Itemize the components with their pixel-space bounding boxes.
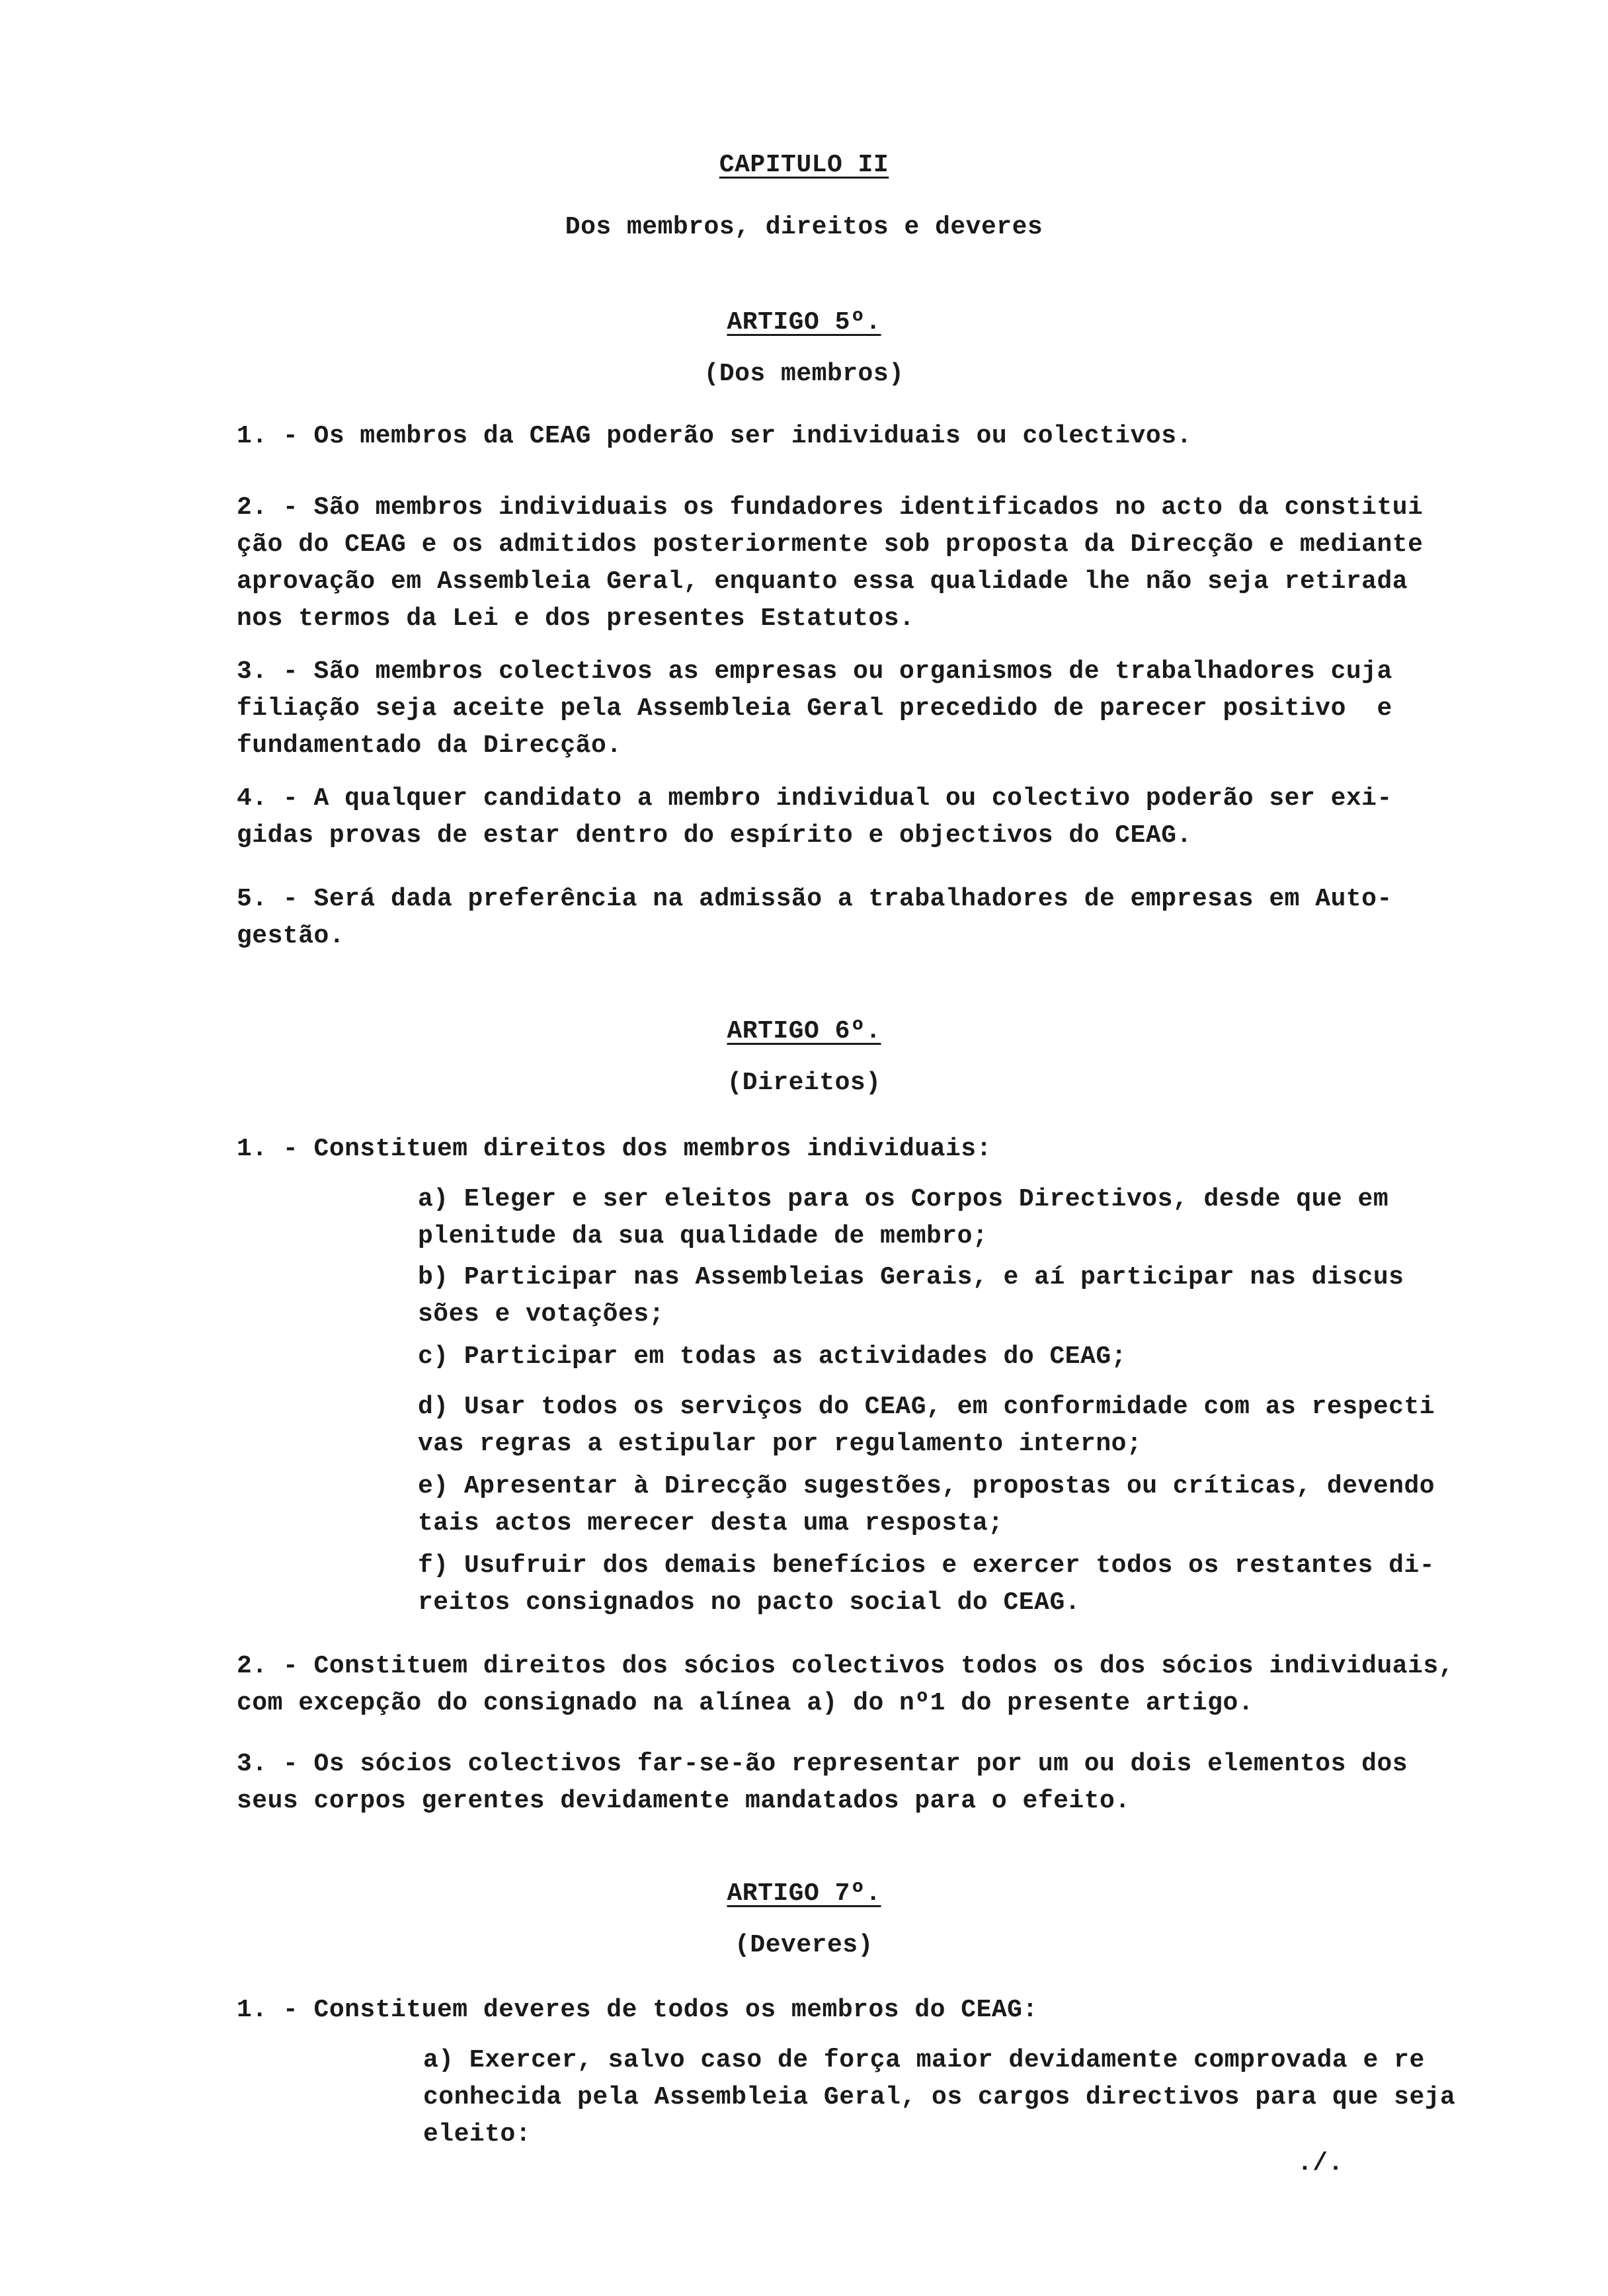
article-5-item-4: 4. - A qualquer candidato a membro individual ou colectivo poderão ser exi- gidas provas de estar dentro do espírito e objectivos do CEAG. xyxy=(237,784,1392,850)
article-6-item-1: 1. - Constituem direitos dos membros individuais: xyxy=(237,1135,992,1163)
article-6-subitem-d: d) Usar todos os serviços do CEAG, em conformidade com as respecti vas regras a estipular por regulamento interno; xyxy=(418,1393,1435,1458)
article-5-item-2: 2. - São membros individuais os fundadores identificados no acto da constitui ção do CEAG e os admitidos posteriormente sob proposta da Direcção e mediante aprovação em Assembleia Geral, enquanto essa qualidade lhe não seja retirada nos termos da Lei e dos presentes Estatutos. xyxy=(237,493,1424,633)
article-5-item-1: 1. - Os membros da CEAG poderão ser individuais ou colectivos. xyxy=(237,422,1192,450)
article-6-item-2: 2. - Constituem direitos dos sócios colectivos todos os dos sócios individuais, com excepção do consignado na alínea a) do nº1 do presente artigo. xyxy=(237,1652,1454,1717)
article-5-item-3: 3. - São membros colectivos as empresas ou organismos de trabalhadores cuja filiação seja aceite pela Assembleia Geral precedido de parecer positivo e fundamentado da Direcção. xyxy=(237,657,1392,760)
article-6-subitem-a: a) Eleger e ser eleitos para os Corpos Directivos, desde que em plenitude da sua qualidade de membro; xyxy=(418,1185,1389,1250)
article-5-item-5: 5. - Será dada preferência na admissão a trabalhadores de empresas em Auto- gestão. xyxy=(237,885,1392,950)
continuation-mark: ./. xyxy=(1297,2149,1344,2178)
article-6-subitem-b: b) Participar nas Assembleias Gerais, e aí participar nas discus sões e votações; xyxy=(418,1263,1404,1329)
article-6-subitem-e: e) Apresentar à Direcção sugestões, propostas ou críticas, devendo tais actos merecer desta uma resposta; xyxy=(418,1472,1435,1538)
article-6-heading: ARTIGO 6º. xyxy=(727,1017,881,1046)
article-6-subitem-c: c) Participar em todas as actividades do CEAG; xyxy=(418,1342,1127,1371)
article-7-subitem-a: a) Exercer, salvo caso de força maior devidamente comprovada e re conhecida pela Assembleia Geral, os cargos directivos para que seja eleito: xyxy=(423,2046,1456,2149)
article-7-heading: ARTIGO 7º. xyxy=(727,1879,881,1908)
chapter-subtitle: Dos membros, direitos e deveres xyxy=(565,213,1043,241)
article-5-heading: ARTIGO 5º. xyxy=(727,308,881,337)
chapter-title: CAPITULO II xyxy=(719,151,889,179)
article-6-caption: (Direitos) xyxy=(727,1069,881,1097)
article-7-item-1: 1. - Constituem deveres de todos os membros do CEAG: xyxy=(237,1996,1038,2024)
article-7-caption: (Deveres) xyxy=(735,1931,873,1959)
article-6-item-3: 3. - Os sócios colectivos far-se-ão representar por um ou dois elementos dos seus corpos gerentes devidamente mandatados para o efeito. xyxy=(237,1750,1408,1815)
article-6-subitem-f: f) Usufruir dos demais benefícios e exercer todos os restantes di- reitos consignados no pacto social do CEAG. xyxy=(418,1551,1435,1617)
article-5-caption: (Dos membros) xyxy=(704,360,904,388)
